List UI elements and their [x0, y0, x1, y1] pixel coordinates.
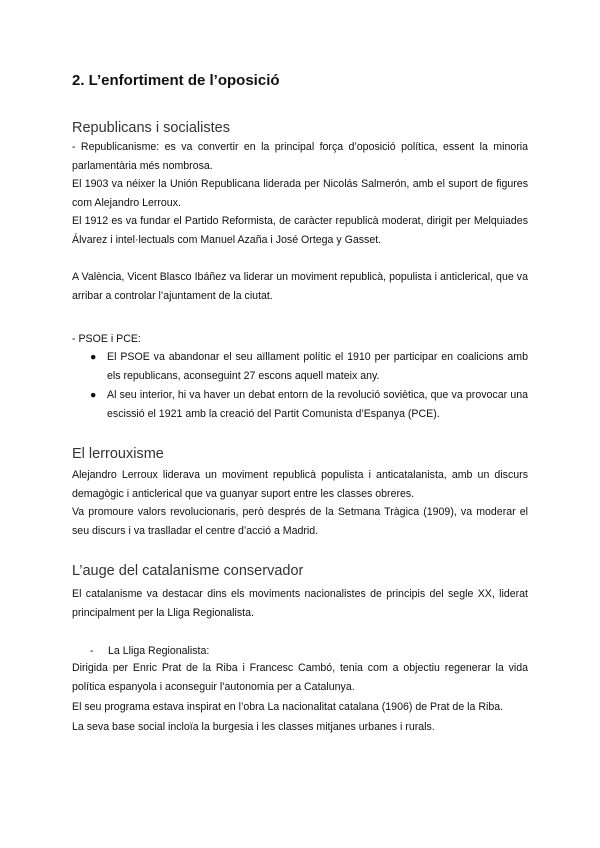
paragraph-republicanisme: - Republicanisme: es va convertir en la principal força d’oposició política, essent la minoria parlamentària més nombrosa.	[72, 141, 528, 172]
paragraph-programa: El seu programa estava inspirat en l’obra La nacionalitat catalana (1906) de Prat de la Riba.	[72, 701, 504, 713]
paragraph-psoe-pce: - PSOE i PCE:	[72, 333, 141, 345]
paragraph-partido-reformista: El 1912 es va fundar el Partido Reformista, de caràcter republicà moderat, dirigit per Melquiades Álvarez i intel·lectuals com Manuel Azaña i José Ortega y Gasset.	[72, 215, 528, 246]
paragraph-valencia: A València, Vicent Blasco Ibáñez va liderar un moviment republicà, populista i anticlerical, que va arribar a controlar l’ajuntament de la ciutat.	[72, 271, 528, 302]
dash-item-label: La Lliga Regionalista:	[108, 645, 210, 657]
section-heading-catalanisme: L’auge del catalanisme conservador	[72, 563, 304, 579]
page-title: 2. L’enfortiment de l’oposició	[72, 72, 280, 89]
paragraph-lliga-direccio: Dirigida per Enric Prat de la Riba i Francesc Cambó, tenia com a objectiu regenerar la vida política espanyola i aconseguir l’autonomia per a Catalunya.	[72, 662, 528, 693]
bullet-item	[90, 386, 528, 423]
paragraph-base-social: La seva base social incloïa la burgesia i les classes mitjanes urbanes i rurals.	[72, 721, 435, 733]
section-heading-lerrouxisme: El lerrouxisme	[72, 446, 164, 462]
paragraph-catalanisme: El catalanisme va destacar dins els moviments nacionalistes de principis del segle XX, liderat principalment per la Lliga Regionalista.	[72, 588, 528, 619]
bullet-text: Al seu interior, hi va haver un debat entorn de la revolució soviètica, que va provocar una escissió el 1921 amb la creació del Partit Comunista d’Espanya (PCE).	[107, 389, 528, 420]
paragraph-lerroux: Alejandro Lerroux liderava un moviment republicà populista i anticatalanista, amb un discurs demagògic i anticlerical que va guanyar suport entre les classes obreres.	[72, 469, 528, 500]
dash-icon: -	[90, 645, 94, 657]
bullet-icon: ●	[90, 389, 97, 401]
dash-list-item	[90, 642, 209, 661]
paragraph-setmana-tragica: Va promoure valors revolucionaris, però després de la Setmana Tràgica (1909), va moderar el seu discurs i va traslladar el centre d’acció a Madrid.	[72, 506, 528, 537]
bullet-icon: ●	[90, 351, 97, 363]
section-heading-republicans: Republicans i socialistes	[72, 120, 230, 136]
bullet-text: El PSOE va abandonar el seu aïllament polític el 1910 per participar en coalicions amb els republicans, aconseguint 27 escons aquell mateix any.	[107, 351, 528, 382]
bullet-item	[90, 348, 528, 385]
paragraph-union-republicana: El 1903 va néixer la Unión Republicana liderada per Nicolás Salmerón, amb el suport de figures com Alejandro Lerroux.	[72, 178, 528, 209]
